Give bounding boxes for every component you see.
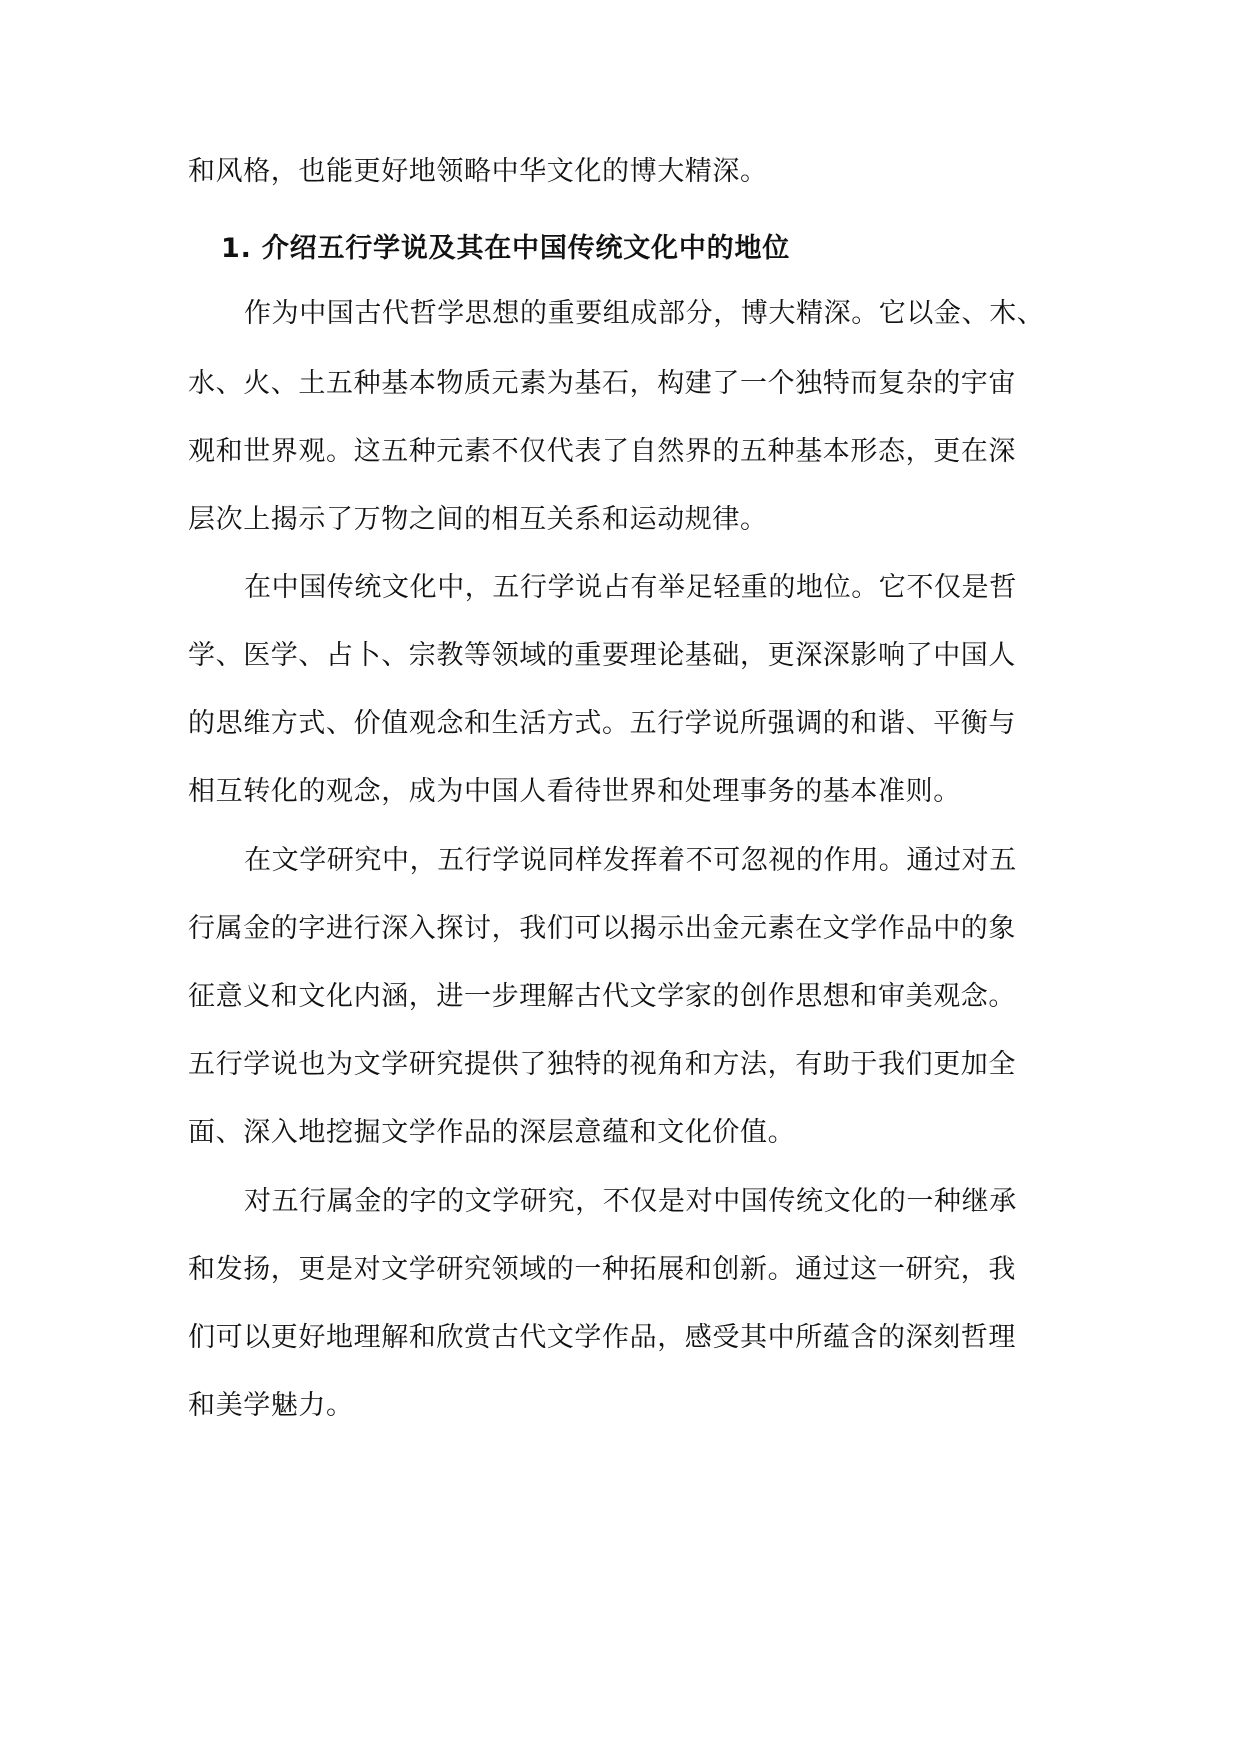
text-line: 行属金的字进行深入探讨，我们可以揭示出金元素在文学作品中的象: [188, 913, 1016, 944]
text-line: 在中国传统文化中，五行学说占有举足轻重的地位。它不仅是哲: [244, 572, 1017, 603]
text-line: 观和世界观。这五种元素不仅代表了自然界的五种基本形态，更在深: [188, 436, 1016, 467]
text-line: 作为中国古代哲学思想的重要组成部分，博大精深。它以金、木、: [244, 298, 1045, 329]
text-line: 五行学说也为文学研究提供了独特的视角和方法，有助于我们更加全: [188, 1049, 1016, 1080]
text-line: 和发扬，更是对文学研究领域的一种拓展和创新。通过这一研究，我: [188, 1254, 1016, 1285]
text-line: 对五行属金的字的文学研究，不仅是对中国传统文化的一种继承: [244, 1186, 1017, 1217]
text-line: 和风格，也能更好地领略中华文化的博大精深。: [188, 156, 768, 187]
text-line: 们可以更好地理解和欣赏古代文学作品，感受其中所蕴含的深刻哲理: [188, 1322, 1016, 1353]
text-line: 相互转化的观念，成为中国人看待世界和处理事务的基本准则。: [188, 776, 961, 807]
text-line: 和美学魅力。: [188, 1390, 354, 1421]
text-line: 在文学研究中，五行学说同样发挥着不可忽视的作用。通过对五: [244, 845, 1017, 876]
text-line: 面、深入地挖掘文学作品的深层意蕴和文化价值。: [188, 1117, 796, 1148]
text-line: 学、医学、占卜、宗教等领域的重要理论基础，更深深影响了中国人: [188, 640, 1016, 671]
text-line: 层次上揭示了万物之间的相互关系和运动规律。: [188, 504, 768, 535]
text-line: 征意义和文化内涵，进一步理解古代文学家的创作思想和审美观念。: [188, 981, 1016, 1012]
section-heading: 1. 介绍五行学说及其在中国传统文化中的地位: [221, 233, 791, 264]
text-line: 水、火、土五种基本物质元素为基石，构建了一个独特而复杂的宇宙: [188, 368, 1016, 399]
text-line: 的思维方式、价值观念和生活方式。五行学说所强调的和谐、平衡与: [188, 708, 1016, 739]
